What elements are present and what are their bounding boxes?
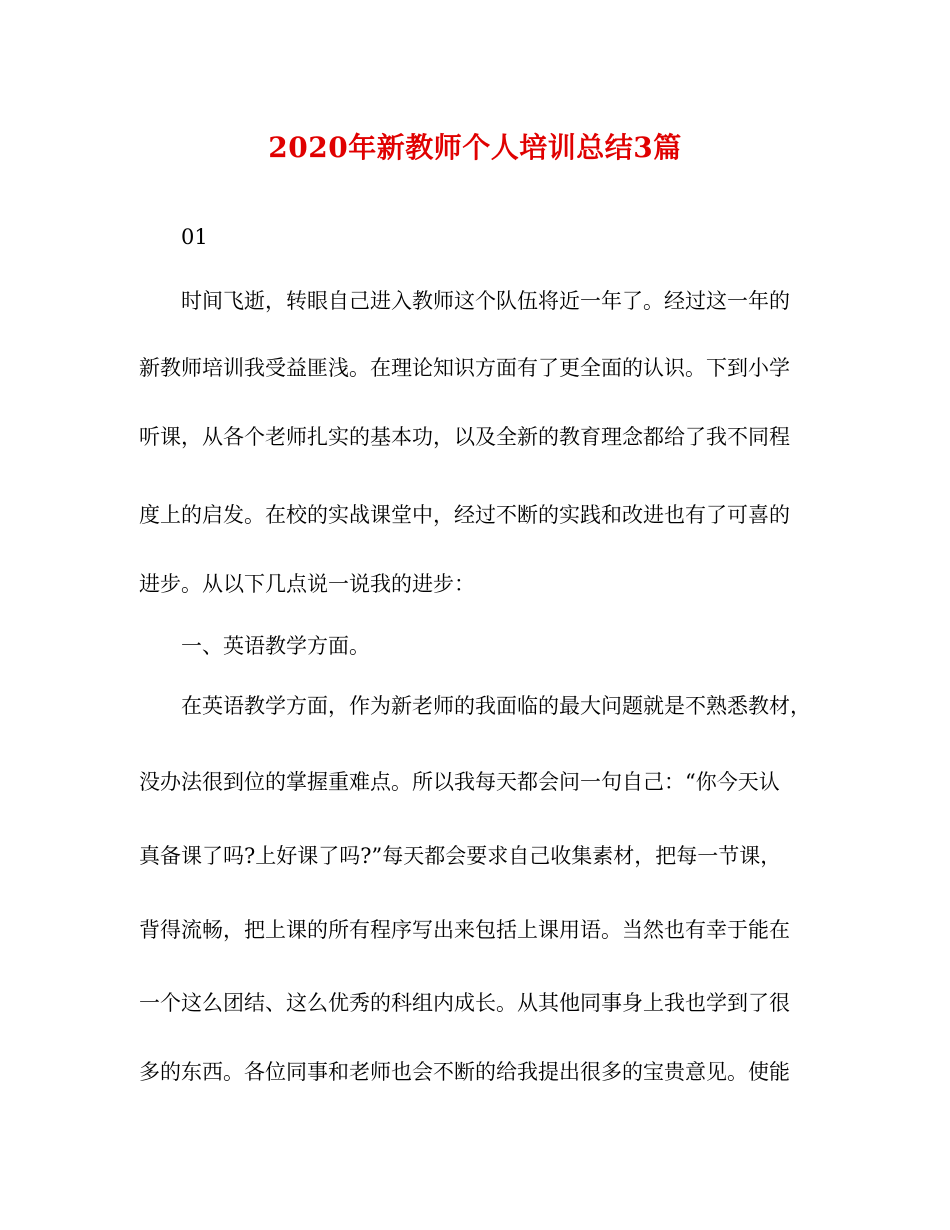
paragraph-line: 多的东西。各位同事和老师也会不断的给我提出很多的宝贵意见。使能 [139, 1060, 790, 1084]
paragraph-line: 听课，从各个老师扎实的基本功，以及全新的教育理念都给了我不同程 [139, 425, 790, 449]
page-title: 2020年新教师个人培训总结3篇 [268, 131, 682, 164]
paragraph-line: 没办法很到位的掌握重难点。所以我每天都会问一句自己：“你今天认 [139, 770, 780, 794]
paragraph-line: 真备课了吗?上好课了吗?”每天都会要求自己收集素材，把每一节课， [139, 844, 782, 868]
paragraph-line: 度上的启发。在校的实战课堂中，经过不断的实践和改进也有了可喜的 [139, 503, 790, 527]
paragraph-line: 时间飞逝，转眼自己进入教师这个队伍将近一年了。经过这一年的 [181, 289, 790, 313]
paragraph-line: 进步。从以下几点说一说我的进步： [139, 572, 475, 596]
section-number: 01 [181, 225, 208, 249]
paragraph-line: 新教师培训我受益匪浅。在理论知识方面有了更全面的认识。下到小学 [139, 356, 790, 380]
section-heading: 一、英语教学方面。 [181, 634, 370, 658]
paragraph-line: 背得流畅，把上课的所有程序写出来包括上课用语。当然也有幸于能在 [139, 918, 790, 942]
paragraph-line: 一个这么团结、这么优秀的科组内成长。从其他同事身上我也学到了很 [139, 991, 790, 1015]
paragraph-line: 在英语教学方面，作为新老师的我面临的最大问题就是不熟悉教材， [181, 694, 811, 718]
